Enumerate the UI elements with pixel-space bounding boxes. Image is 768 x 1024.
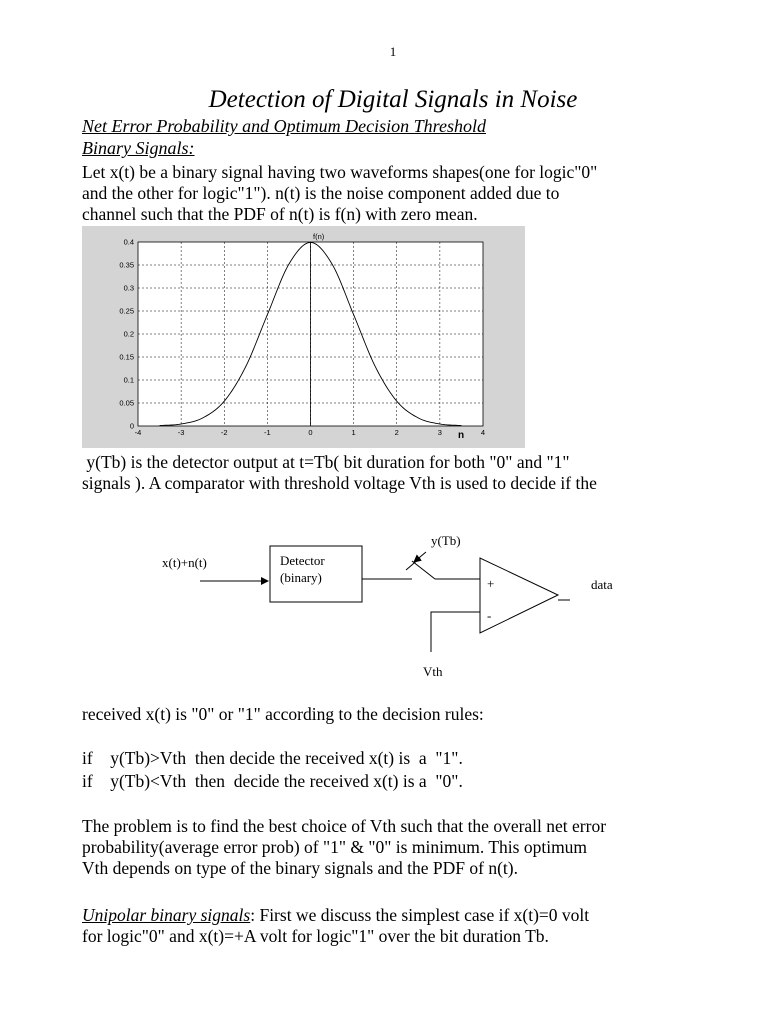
page-number: 1	[389, 44, 397, 59]
input-label: x(t)+n(t)	[162, 555, 207, 570]
y-tick-label: 0.3	[123, 283, 134, 293]
x-axis-label: n	[458, 430, 465, 441]
intro-paragraph	[82, 162, 722, 225]
y-tick-label: 0.1	[123, 375, 134, 385]
sample-arrow	[414, 552, 426, 562]
y-tick-label: 0.2	[123, 329, 134, 339]
x-tick-label: 0	[308, 428, 313, 437]
unipolar-text: : First we discuss the simplest case if x(t)=0 volt	[250, 905, 590, 925]
x-tick-label: -2	[220, 428, 228, 437]
page-title: Detection of Digital Signals in Noise	[208, 86, 578, 113]
detector-line: signals ). A comparator with threshold voltage Vth is used to decide if the	[82, 473, 597, 493]
subtitle: Net Error Probability and Optimum Decision Threshold	[82, 116, 486, 136]
y-tick-label: 0	[129, 421, 134, 431]
output-label: data	[591, 577, 613, 592]
block-diagram	[150, 528, 630, 688]
decision-rule: if y(Tb)<Vth then decide the received x(t) is a "0".	[82, 771, 463, 791]
x-tick-label: -4	[134, 428, 142, 437]
intro-line: channel such that the PDF of n(t) is f(n) with zero mean.	[82, 204, 478, 224]
unipolar-line: for logic"0" and x(t)=+A volt for logic"1" over the bit duration Tb.	[82, 926, 549, 946]
y-tick-label: 0.05	[119, 398, 134, 408]
unipolar-line	[82, 905, 742, 926]
x-tick-label: 3	[437, 428, 442, 437]
section-heading: Binary Signals:	[82, 138, 195, 158]
detector-label: Detector	[280, 553, 325, 568]
intro-line: Let x(t) be a binary signal having two waveforms shapes(one for logic"0"	[82, 162, 598, 182]
problem-paragraph	[82, 816, 742, 879]
sampler-switch	[412, 561, 435, 579]
problem-line: The problem is to find the best choice of Vth such that the overall net error	[82, 816, 607, 836]
threshold-wire	[431, 612, 480, 652]
x-tick-label: 1	[351, 428, 356, 437]
chart-title: f(n)	[313, 232, 325, 241]
detector-paragraph	[82, 452, 722, 494]
x-tick-label: 2	[394, 428, 399, 437]
x-tick-label: -3	[177, 428, 185, 437]
sampler-tick	[406, 558, 420, 570]
plus-label: +	[487, 576, 495, 591]
x-tick-label: 4	[480, 428, 486, 437]
unipolar-heading: Unipolar binary signals	[82, 905, 251, 925]
detector-line: y(Tb) is the detector output at t=Tb( bit duration for both "0" and "1"	[82, 452, 570, 472]
comparator	[480, 558, 558, 633]
intro-line: and the other for logic"1"). n(t) is the noise component added due to	[82, 183, 560, 203]
y-tick-label: 0.4	[123, 237, 134, 247]
y-tick-label: 0.35	[119, 260, 134, 270]
x-tick-label: -1	[264, 428, 271, 437]
y-tick-label: 0.15	[119, 352, 134, 362]
pdf-chart	[82, 226, 525, 448]
threshold-label: Vth	[423, 664, 443, 679]
problem-line: Vth depends on type of the binary signals and the PDF of n(t).	[82, 858, 518, 878]
received-paragraph: received x(t) is "0" or "1" according to the decision rules:	[82, 704, 484, 724]
problem-line: probability(average error prob) of "1" & "0" is minimum. This optimum	[82, 837, 588, 857]
sample-label: y(Tb)	[431, 533, 461, 548]
minus-label: -	[487, 608, 492, 623]
unipolar-paragraph	[82, 905, 742, 947]
detector-label: (binary)	[280, 570, 322, 585]
decision-rule: if y(Tb)>Vth then decide the received x(t) is a "1".	[82, 748, 463, 768]
y-tick-label: 0.25	[119, 306, 134, 316]
